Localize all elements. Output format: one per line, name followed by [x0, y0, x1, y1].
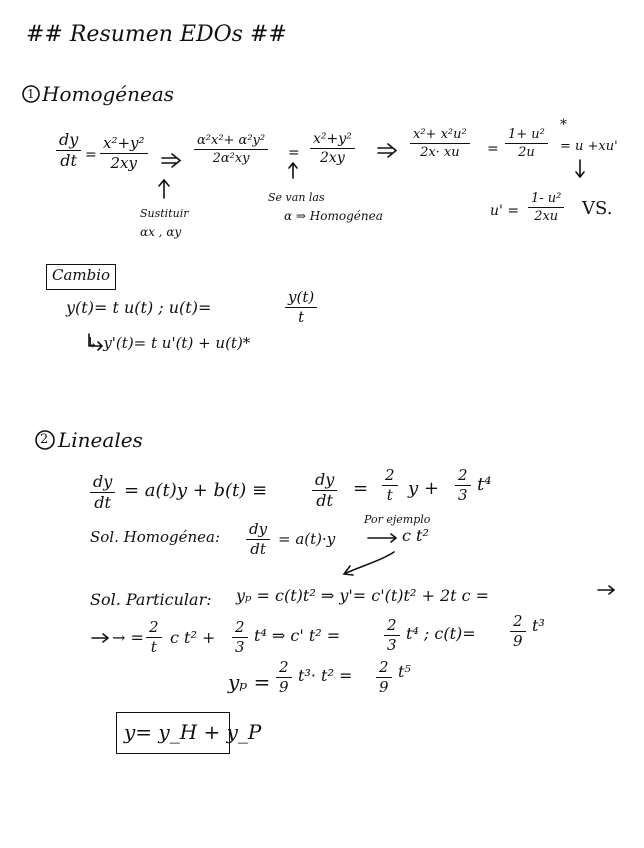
- note-sevan-2: α ⇒ Homogénea: [284, 209, 383, 223]
- eq-sign: =: [85, 147, 97, 163]
- arrow-curved: [344, 552, 394, 575]
- section-2-title: Lineales: [58, 428, 143, 452]
- homog-rhs: = u +xu': [560, 139, 618, 154]
- homog-dydt: $\frac{dy}{dt}$: [56, 132, 81, 169]
- lin-coef-1: $\frac{2}{t}$: [382, 468, 398, 503]
- section-1-title: Homogéneas: [42, 82, 175, 106]
- arrow-left-row2: [92, 634, 108, 642]
- implies-arrow-2: [378, 144, 396, 157]
- cambio-line-1: y(t)= t u(t) ; u(t)=: [66, 298, 212, 317]
- cambio-line-2: ↳ y'(t)= t u'(t) + u(t)*: [86, 334, 251, 352]
- final-answer: y= y_H + y_P: [124, 720, 262, 744]
- sol-part-frac-3: $\frac{2}{3}$: [384, 618, 400, 653]
- note-sevan-1: Se van las: [268, 191, 325, 204]
- homog-frac-3: $\frac{\text{x²+y²}}{2xy}$: [310, 132, 355, 165]
- note-sustituir-1: Sustituir: [140, 207, 189, 220]
- sol-homog-frac: $\frac{dy}{dt}$: [246, 522, 270, 557]
- homog-frac-1: $\frac{\text{x²+y²}}{2xy}$: [100, 136, 148, 171]
- lin-coef-2-tail: t⁴: [477, 474, 492, 495]
- lin-eq-mid: = a(t)y + b(t) ≡: [124, 480, 268, 501]
- eq-sign: =: [487, 141, 499, 157]
- sol-part-line-2c: t⁴ ⇒ c' t² =: [254, 626, 341, 645]
- sol-part-line-2a: → =: [112, 628, 144, 647]
- section-1-number: 1: [27, 87, 35, 101]
- note-sustituir-2: αx , αy: [140, 225, 182, 239]
- sol-part-line-2d: t⁴ ; c(t)=: [406, 624, 476, 643]
- lin-dydt-1: $\frac{dy}{dt}$: [90, 474, 115, 511]
- homog-frac-4: $\frac{\text{x²+ x²u²}}{2x\cdot xu}$: [410, 128, 470, 159]
- sol-part-line-2e: t³: [532, 616, 545, 635]
- sol-part-frac-1: $\frac{2}{t}$: [146, 620, 162, 655]
- down-arrow: [576, 160, 584, 177]
- arrow-por-ejemplo: [368, 534, 396, 542]
- homog-frac-2: $\frac{\text{α²x²+ α²y²}}{\text{2α²xy}}$: [194, 134, 268, 165]
- yp-mid: t³· t² =: [298, 666, 353, 685]
- lin-coef-1-tail: y +: [408, 478, 439, 499]
- up-arrow-2: [289, 163, 297, 178]
- cambio-label: Cambio: [52, 266, 111, 284]
- yp-label: yₚ =: [228, 670, 271, 694]
- sol-homog-rhs: = a(t)·y: [278, 530, 336, 548]
- eq-sign: =: [288, 145, 300, 161]
- sol-homog-result: c t²: [402, 526, 429, 545]
- vs-label: VS.: [582, 198, 613, 219]
- implies-arrow-1: [162, 154, 180, 167]
- star-mark: *: [560, 117, 567, 133]
- up-arrow-1: [159, 180, 169, 198]
- sol-part-label: Sol. Particular:: [90, 590, 212, 609]
- sol-part-line-2b: c t² +: [170, 628, 216, 647]
- yp-frac-2: $\frac{2}{9}$: [376, 660, 392, 695]
- u-prime-frac: $\frac{\text{1- u²}}{2xu}$: [528, 192, 564, 223]
- sol-part-frac-2: $\frac{2}{3}$: [232, 620, 248, 655]
- sol-part-line-1: yₚ = c(t)t² ⇒ y'= c'(t)t² + 2t c =: [236, 586, 490, 605]
- lin-coef-2: $\frac{2}{3}$: [455, 468, 471, 503]
- section-2-number: 2: [40, 432, 49, 447]
- sol-homog-label: Sol. Homogénea:: [90, 528, 221, 546]
- u-prime-label: u' =: [490, 203, 520, 219]
- yp-tail: t⁵: [398, 662, 411, 681]
- sol-part-frac-4: $\frac{2}{9}$: [510, 614, 526, 649]
- yp-frac-1: $\frac{2}{9}$: [276, 660, 292, 695]
- lin-dydt-2: $\frac{dy}{dt}$: [312, 472, 337, 509]
- page-title: ## Resumen EDOs ##: [26, 22, 287, 47]
- lin-eq-eq: =: [353, 478, 369, 499]
- por-ejemplo-note: Por ejemplo: [364, 513, 431, 526]
- arrow-right-1: [598, 586, 614, 594]
- homog-frac-5: $\frac{\text{1+ u²}}{2u}$: [505, 128, 548, 159]
- cambio-frac: $\frac{y(t)}{t}$: [285, 290, 317, 325]
